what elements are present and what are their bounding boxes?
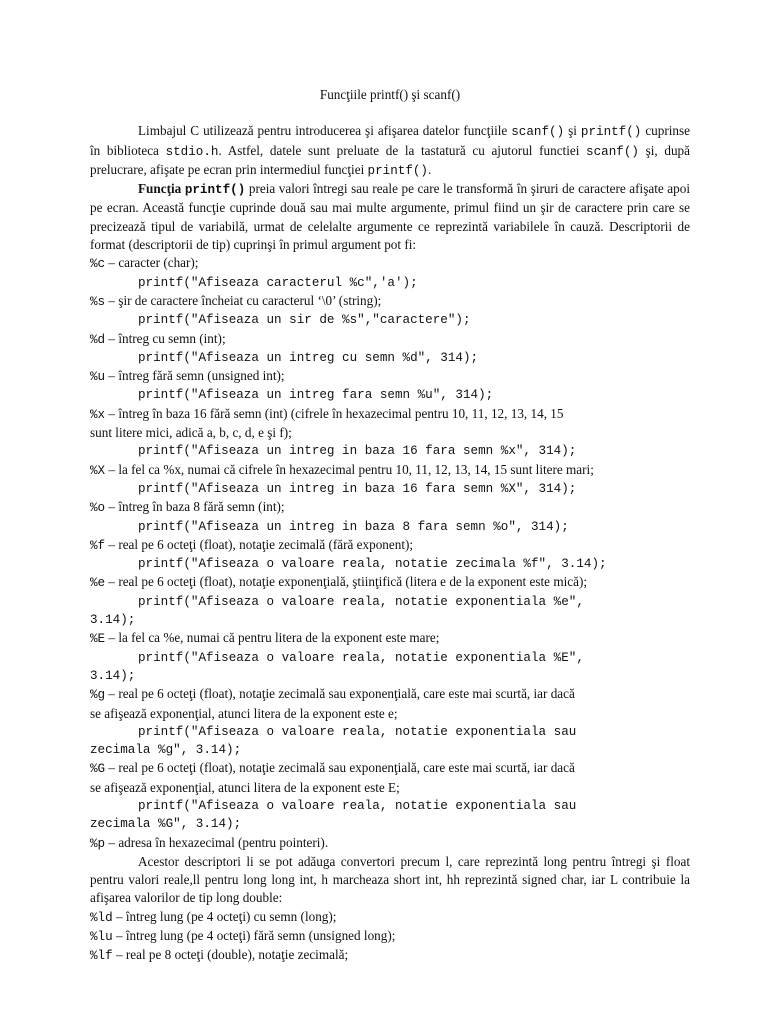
descriptor-desc: – întreg cu semn (int); [105, 330, 226, 346]
descriptor-line [90, 405, 690, 424]
printf-paragraph [90, 180, 690, 254]
descriptor-desc: – real pe 8 octeţi (double), notaţie zecimală; [112, 947, 349, 963]
descriptor-spec: %s [90, 294, 106, 309]
descriptor-spec: %u [90, 370, 106, 385]
printf-text: preia valori întregi sau reale pe care le transformă în şiruri de caractere afişate apoi pe ecran. Această funcţie cuprinde două sau mai multe argumente, primul fiind un şir de caractere prin care se precizează tipul de variabilă, urmat de celelalte argumente ce reprezintă variabilele în cauză. Descriptorii de format (descriptorii de tip) cuprinşi în primul argument pot fi: [90, 181, 690, 253]
descriptor-line [90, 927, 690, 946]
descriptor-desc: – real pe 6 octeţi (float), notaţie zecimală sau exponenţială, care este mai scurtă, iar dacă [105, 686, 575, 702]
descriptor-desc: – la fel ca %x, numai că cifrele în hexazecimal pentru 10, 11, 12, 13, 14, 15 sunt litere mari; [105, 461, 594, 477]
descriptor-line [90, 685, 690, 704]
code-example: printf("Afiseaza o valoare reala, notatie zecimala %f", 3.14); [138, 557, 607, 572]
descriptor-desc: – întreg în baza 16 fără semn (int) (cifrele în hexazecimal pentru 10, 11, 12, 13, 14, 15 [105, 405, 564, 421]
descriptor-desc: – real pe 6 octeţi (float), notaţie zecimală (fără exponent); [105, 536, 414, 552]
intro-paragraph [90, 122, 690, 180]
descriptor-spec: %p [90, 836, 106, 851]
descriptor-spec: %x [90, 407, 106, 422]
descriptor-spec: %d [90, 332, 106, 347]
code-example: printf("Afiseaza un intreg cu semn %d", 314); [138, 350, 479, 365]
descriptor-desc: – la fel ca %e, numai că pentru litera de la exponent este mare; [105, 630, 440, 646]
code-example-cont: 3.14); [90, 668, 136, 683]
code-scanf: scanf() [586, 144, 639, 159]
intro-text: cuprinse în biblioteca [90, 123, 690, 158]
descriptor-desc: – întreg fără semn (unsigned int); [105, 368, 285, 384]
descriptor-desc: – întreg lung (pe 4 octeţi) cu semn (long); [112, 908, 337, 924]
descriptor-spec: %e [90, 576, 106, 591]
code-scanf: scanf() [511, 125, 565, 140]
code-example: printf("Afiseaza un intreg in baza 8 fara semn %o", 314); [138, 519, 569, 534]
descriptor-desc: – adresa în hexazecimal (pentru pointeri). [105, 834, 329, 850]
code-example: printf("Afiseaza o valoare reala, notatie exponentiala %e", [138, 594, 584, 609]
descriptor-desc-cont: sunt litere mici, adică a, b, c, d, e şi f); [90, 425, 292, 441]
intro-text: şi, după prelucrare, afişate pe ecran prin intermediul funcţiei [90, 142, 690, 177]
descriptor-spec: %c [90, 257, 106, 272]
code-example-cont: zecimala %G", 3.14); [90, 817, 242, 832]
descriptor-desc: – real pe 6 octeţi (float), notaţie exponenţială, ştiinţifică (litera e de la exponent este mică); [105, 574, 587, 590]
code-printf: printf() [367, 163, 428, 178]
descriptor-desc-cont: se afişează exponenţial, atunci litera de la exponent este E; [90, 779, 400, 795]
intro-text: . Astfel, datele sunt preluate de la tastatură cu ajutorul functiei [218, 142, 587, 158]
descriptor-desc: – real pe 6 octeţi (float), notaţie zecimală sau exponenţială, care este mai scurtă, iar dacă [105, 760, 575, 776]
page-title: Funcţiile printf() şi scanf() [319, 87, 461, 102]
descriptor-line [90, 254, 690, 273]
code-example-cont: 3.14); [90, 613, 136, 628]
descriptor-spec: %f [90, 538, 106, 553]
descriptor-line [90, 629, 690, 648]
descriptor-spec: %lf [90, 949, 113, 964]
descriptor-line [90, 946, 690, 965]
descriptor-desc: – şir de caractere încheiat cu caracterul ‘\0’ (string); [105, 292, 382, 308]
descriptor-spec: %g [90, 688, 106, 703]
descriptor-spec: %X [90, 463, 106, 478]
descriptor-line [90, 367, 690, 386]
code-example: printf("Afiseaza un sir de %s","caractere"); [138, 313, 471, 328]
descriptor-spec: %G [90, 762, 106, 777]
intro-text: şi [564, 123, 581, 139]
descriptor-line [90, 573, 690, 592]
descriptor-desc: – caracter (char); [105, 255, 199, 271]
printf-code: printf() [184, 183, 246, 198]
descriptor-line [90, 908, 690, 927]
intro-text: Limbajul C utilizează pentru introducerea şi afişarea datelor funcţiile [138, 123, 512, 139]
descriptor-line [90, 292, 690, 311]
descriptor-spec: %lu [90, 930, 113, 945]
document-page [90, 86, 690, 966]
printf-label: Funcţia [138, 181, 185, 197]
descriptor-line [90, 330, 690, 349]
intro-text: . [428, 161, 432, 177]
descriptor-desc-cont: se afişează exponenţial, atunci litera de la exponent este e; [90, 705, 398, 721]
descriptor-desc: – întreg în baza 8 fără semn (int); [105, 499, 285, 515]
descriptor-line [90, 536, 690, 555]
code-example: printf("Afiseaza un intreg in baza 16 fara semn %x", 314); [138, 444, 577, 459]
descriptor-spec: %ld [90, 910, 113, 925]
descriptor-line [90, 498, 690, 517]
code-example: printf("Afiseaza o valoare reala, notatie exponentiala sau [138, 798, 577, 813]
descriptor-line [90, 759, 690, 778]
code-stdio: stdio.h [165, 144, 219, 159]
code-example: printf("Afiseaza o valoare reala, notatie exponentiala %E", [138, 650, 584, 665]
code-example-cont: zecimala %g", 3.14); [90, 743, 242, 758]
descriptor-spec: %o [90, 501, 106, 516]
code-example: printf("Afiseaza o valoare reala, notatie exponentiala sau [138, 724, 577, 739]
code-example: printf("Afiseaza un intreg fara semn %u", 314); [138, 388, 494, 403]
converters-paragraph: Acestor descriptori li se pot adăuga convertori precum l, care reprezintă long pentru întregi şi float pentru valori reale,ll pentru long long int, h marcheaza short int, hh reprezintă signed char, iar L contribuie la afişarea valorilor de tip long double: [90, 853, 690, 906]
descriptor-desc: – întreg lung (pe 4 octeţi) fără semn (unsigned long); [112, 928, 396, 944]
descriptor-line [90, 461, 690, 480]
descriptor-spec: %E [90, 632, 106, 647]
code-example: printf("Afiseaza un intreg in baza 16 fara semn %X", 314); [138, 481, 577, 496]
code-example: printf("Afiseaza caracterul %c",'a'); [138, 275, 418, 290]
code-printf: printf() [580, 125, 642, 140]
descriptor-line [90, 834, 690, 853]
